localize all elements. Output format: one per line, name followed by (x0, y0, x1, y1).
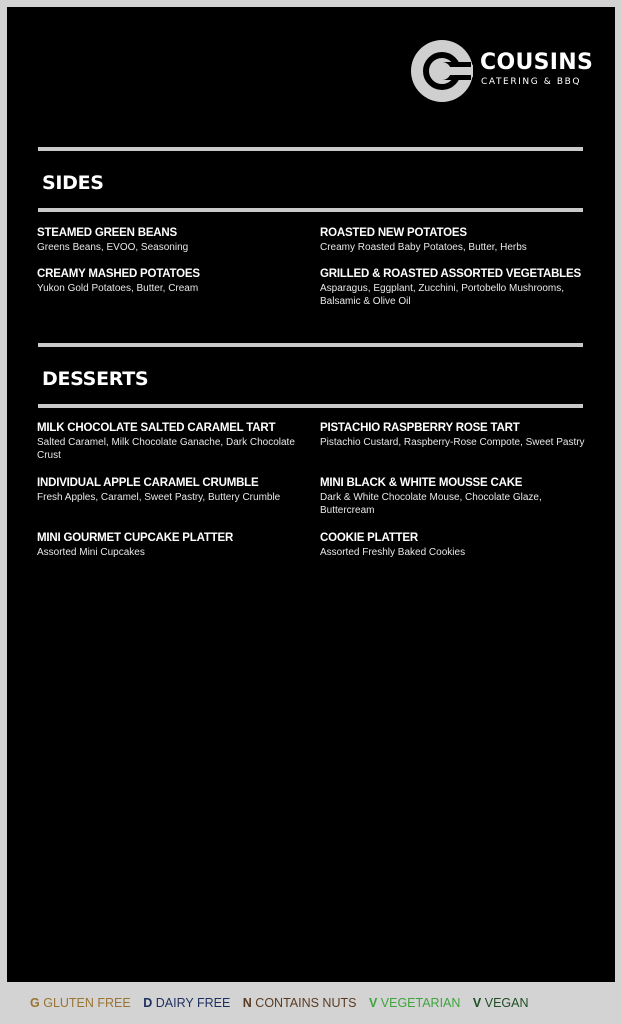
section-divider (38, 343, 583, 347)
section-divider (38, 147, 583, 151)
legend-key: V (472, 996, 482, 1010)
legend-vegetarian (369, 996, 464, 1010)
menu-item (320, 227, 590, 254)
menu-item-description: Salted Caramel, Milk Chocolate Ganache, Dark Chocolate Crust (37, 437, 295, 461)
menu-item-name: GRILLED & ROASTED ASSORTED VEGETABLES (320, 268, 581, 280)
menu-item-description: Creamy Roasted Baby Potatoes, Butter, Herbs (320, 242, 527, 253)
menu-item-description: Assorted Mini Cupcakes (37, 547, 145, 558)
legend-vegan (473, 996, 529, 1010)
legend-key: V (368, 996, 378, 1010)
legend-label: VEGETARIAN (380, 996, 461, 1010)
cousins-c-logo-icon (411, 40, 473, 102)
menu-item (320, 422, 590, 449)
menu-item-description: Greens Beans, EVOO, Seasoning (37, 242, 189, 253)
menu-item (37, 477, 307, 504)
desserts-heading: DESSERTS (42, 368, 149, 390)
menu-item-description: Asparagus, Eggplant, Zucchini, Portobello Mushrooms, Balsamic & Olive Oil (320, 283, 565, 307)
dietary-legend (30, 995, 538, 1011)
menu-item (320, 268, 590, 308)
legend-dairy-free (143, 996, 234, 1010)
menu-item-name: ROASTED NEW POTATOES (320, 227, 467, 239)
menu-item-name: MINI GOURMET CUPCAKE PLATTER (37, 532, 234, 544)
menu-item-name: INDIVIDUAL APPLE CARAMEL CRUMBLE (37, 477, 259, 489)
menu-item-name: STEAMED GREEN BEANS (37, 227, 177, 239)
brand-name: COUSINS (480, 50, 594, 75)
menu-item-name: COOKIE PLATTER (320, 532, 418, 544)
menu-item (37, 268, 307, 295)
menu-item (320, 477, 590, 517)
menu-item-description: Assorted Freshly Baked Cookies (320, 547, 466, 558)
menu-item-name: MINI BLACK & WHITE MOUSSE CAKE (320, 477, 523, 489)
legend-label: DAIRY FREE (155, 996, 231, 1010)
menu-sheet (7, 7, 615, 982)
menu-item-name: CREAMY MASHED POTATOES (37, 268, 200, 280)
brand-logo (411, 40, 596, 102)
menu-item (37, 532, 307, 559)
brand-tagline: CATERING & BBQ (481, 77, 582, 87)
legend-contains-nuts (243, 996, 360, 1010)
menu-item-description: Dark & White Chocolate Mouse, Chocolate Glaze, Buttercream (320, 492, 542, 516)
menu-item (320, 532, 590, 559)
legend-key: D (143, 996, 153, 1010)
legend-key: G (30, 996, 40, 1010)
menu-item-name: PISTACHIO RASPBERRY ROSE TART (320, 422, 520, 434)
menu-item-description: Pistachio Custard, Raspberry-Rose Compote, Sweet Pastry (320, 437, 585, 448)
menu-item-description: Yukon Gold Potatoes, Butter, Cream (37, 283, 199, 294)
section-divider (38, 404, 583, 408)
legend-label: GLUTEN FREE (43, 996, 131, 1010)
sides-heading: SIDES (42, 172, 104, 194)
menu-item (37, 227, 307, 254)
legend-label: VEGAN (484, 996, 529, 1010)
legend-key: N (242, 996, 252, 1010)
menu-item-description: Fresh Apples, Caramel, Sweet Pastry, Buttery Crumble (37, 492, 281, 503)
legend-label: CONTAINS NUTS (255, 996, 357, 1010)
menu-item (37, 422, 307, 462)
section-divider (38, 208, 583, 212)
menu-item-name: MILK CHOCOLATE SALTED CARAMEL TART (37, 422, 276, 434)
legend-gluten-free (30, 996, 134, 1010)
